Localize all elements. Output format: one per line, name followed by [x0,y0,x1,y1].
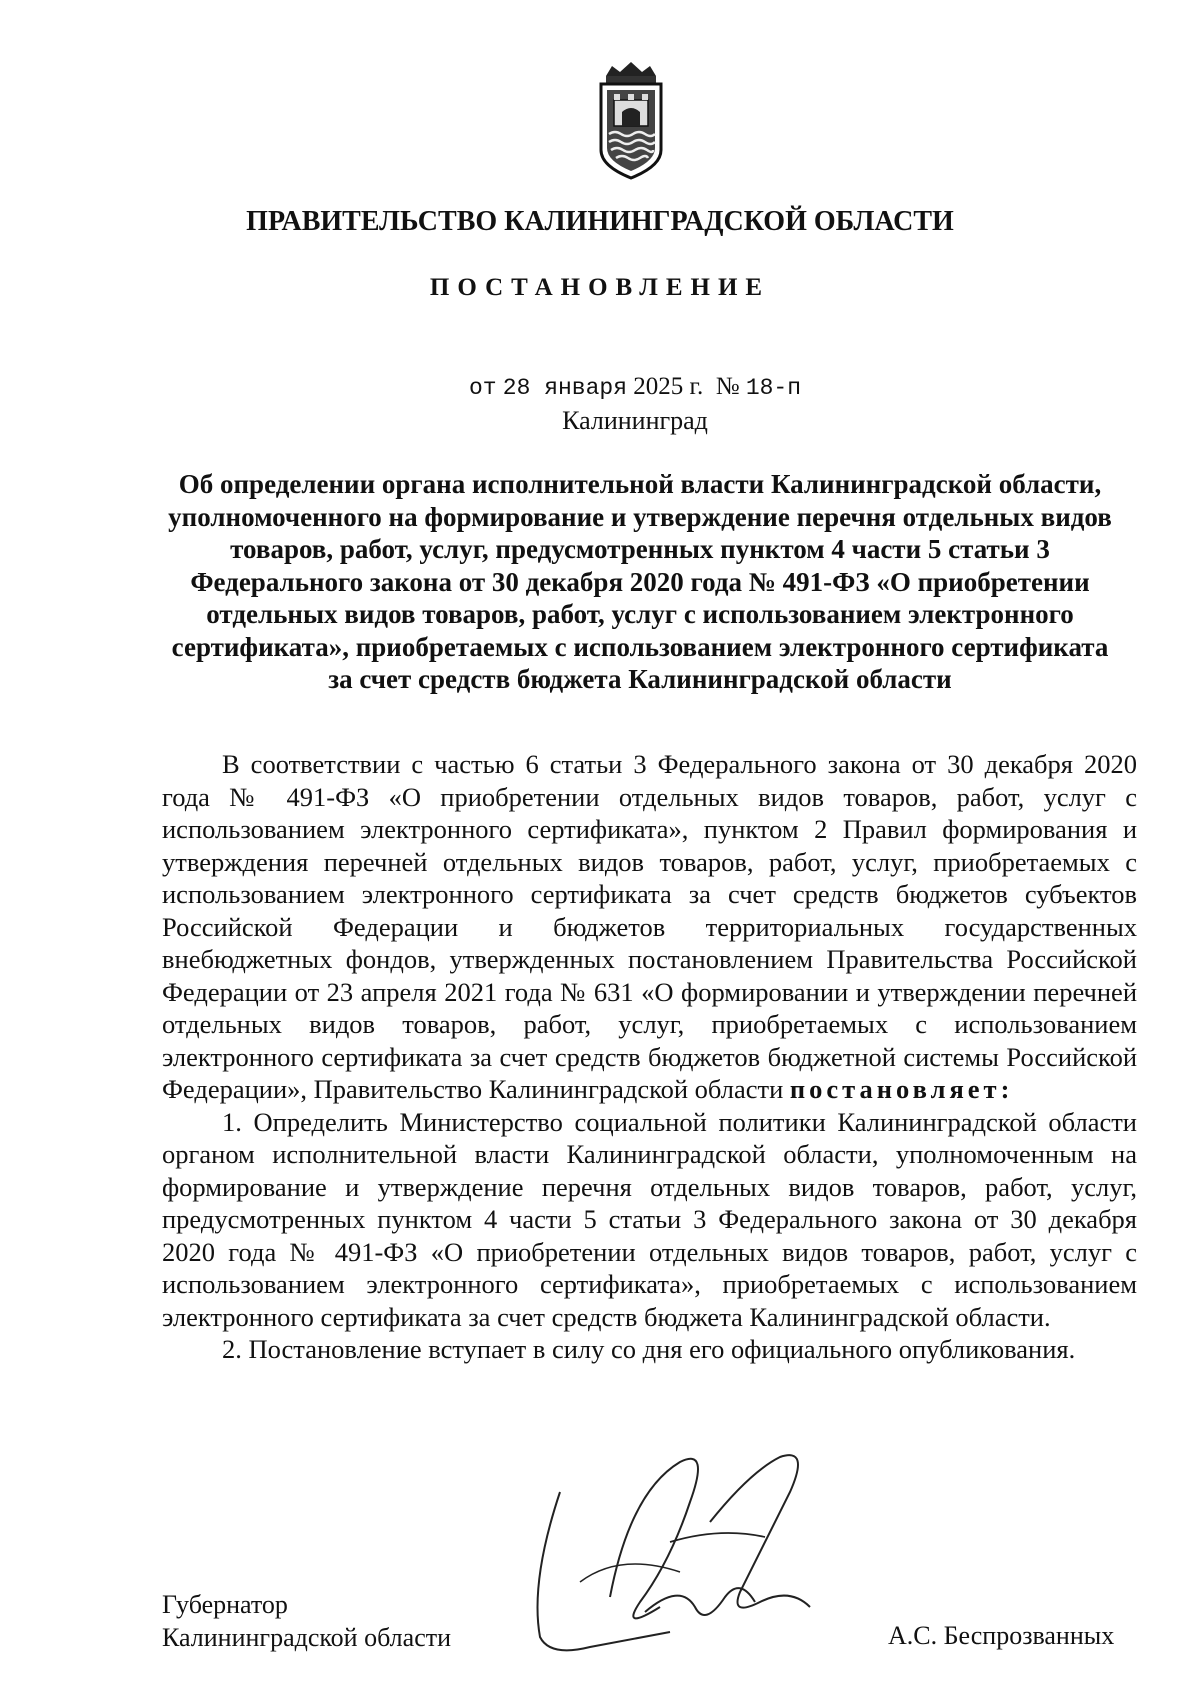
position-line: Калининградской области [162,1623,452,1652]
city: Калининград [562,406,708,435]
preamble-paragraph [162,748,1137,1106]
date-year: 2025 г. [633,373,704,400]
position-line: Губернатор [162,1590,288,1619]
date-number-line [0,373,1200,401]
document-type: ПОСТАНОВЛЕНИЕ [429,274,771,301]
document-title: Об определении органа исполнительной власти Калининградской области, уполномоченного на формирование и утверждение перечня отдельных видов товаров, работ, услуг, предусмотренных пунктом 4 части 5 статьи 3 Федерального закона от 30 декабря 2020 года № 491-ФЗ «О приобретении отдельных видов товаров, работ, услуг с использованием электронного сертификата», приобретаемых с использованием электронного сертификата за счет средств бюджета Калининградской области [168,469,1112,694]
item-paragraph: 1. Определить Министерство социальной политики Калининградской области органом исполнительной власти Калининградской области, уполномоченным на формирование и утверждение перечня отдельных видов товаров, работ, услуг, предусмотренных пунктом 4 части 5 статьи 3 Федерального закона от 30 декабря 2020 года № 491-ФЗ «О приобретении отдельных видов товаров, работ, услуг с использованием электронного сертификата», приобретаемых с использованием электронного сертификата за счет средств бюджета Калининградской области. [162,1106,1137,1332]
preamble-text: В соответствии с частью 6 статьи 3 Федерального закона от 30 декабря 2020 года № 491-ФЗ «О приобретении отдельных видов товаров, работ, услуг с использованием электронного сертификата», пунктом 2 Правил формирования и утверждения перечней отдельных видов товаров, работ, услуг, приобретаемых с использованием электронного сертификата за счет средств бюджетов субъектов Российской Федерации и бюджетов территориальных государственных внебюджетных фондов, утвержденных постановлением Правительства Российской Федерации от 23 апреля 2021 года № 631 «О формировании и утверждении перечней отдельных видов товаров, работ, услуг, приобретаемых с использованием электронного сертификата за счет средств бюджетов бюджетной системы Российской Федерации», Правительство Калининградской области [162,749,1137,1104]
item-paragraph: 2. Постановление вступает в силу со дня его официального опубликования. [222,1334,1076,1364]
organization-name: ПРАВИТЕЛЬСТВО КАЛИНИНГРАДСКОЙ ОБЛАСТИ [246,206,954,237]
date-day-month: 28 января [502,375,628,401]
document-number: 18-п [745,375,802,401]
number-sign: № [715,373,740,400]
resolves-word: постановляет: [789,1074,1014,1104]
date-prefix: от [468,375,497,401]
signatory-name: А.С. Беспрозванных [888,1621,1115,1650]
signatory-position [162,1588,451,1654]
handwritten-signature-icon [520,1432,850,1662]
coat-of-arms-icon [592,62,670,180]
document-body [162,748,1137,1366]
